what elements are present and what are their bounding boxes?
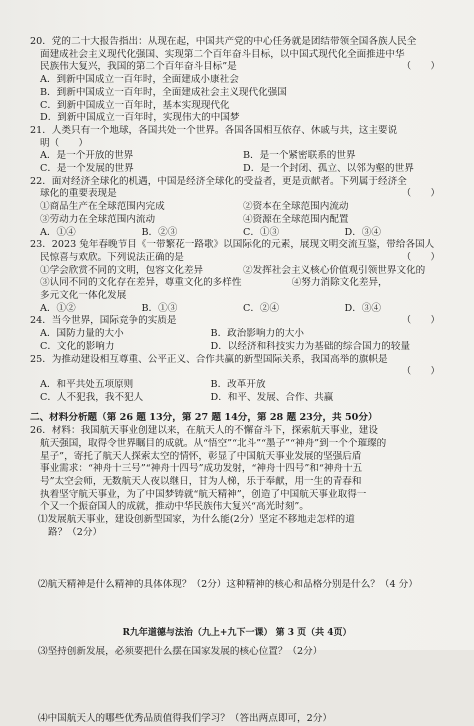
material-text: 26．材料：我国航天事业创建以来，在航天人的不懈奋斗下，探索航天事业，建设	[30, 425, 378, 437]
sub-question-4: ⑷中国航天人的哪些优秀品质值得我们学习？（答出两点即可，2分）	[38, 712, 332, 724]
answer-paren: （ ）	[401, 315, 440, 327]
option-row	[30, 341, 446, 354]
question-text: 明（ ）	[40, 137, 88, 149]
sub-question-2: ⑵航天精神是什么精神的具体体现？（2分）这种精神的核心和品格分别是什么？（4 分）	[38, 579, 418, 591]
question-text: 民惊喜与欢欣。下列说法正确的是 （ ）	[30, 252, 446, 265]
option-c: C．文化的影响力	[40, 340, 115, 352]
statement-row	[30, 265, 446, 278]
statement-1: ①商品生产在全球范围内完成	[40, 201, 165, 213]
question-text: 25．为推动建设相互尊重、公平正义、合作共赢的新型国际关系，我国高举的旗帜是	[30, 353, 388, 365]
answer-paren: （ ）	[401, 251, 440, 263]
statement-4: ④资源在全球范围内配置	[243, 213, 349, 225]
material-text: 航天强国，取得令世界瞩目的成就。从“悟空”“北斗”“墨子”“神舟”到一个个璀璨的	[40, 437, 387, 449]
statement-2: ②资本在全球范围内流动	[243, 201, 349, 213]
sub-question-1: ⑴发展航天事业，建设创新型国家，为什么能(2分）坚定不移地走怎样的道	[38, 514, 355, 526]
material-text: 事业需求：“神舟十三号”“神舟十四号”成功发射，“神舟十四号”和“神舟十五	[40, 463, 363, 475]
option-a: A．国防力量的大小	[40, 328, 124, 340]
question-24	[30, 315, 446, 353]
option-a: A．①②	[40, 302, 76, 314]
question-26	[30, 425, 446, 725]
option-row	[30, 392, 446, 405]
statement-4: ④努力消除文化差异，	[291, 277, 388, 289]
question-23	[30, 239, 446, 315]
option-a: A．到新中国成立一百年时，全面建成小康社会	[40, 74, 239, 86]
question-20	[30, 36, 446, 125]
option-c: C．①③	[243, 226, 280, 238]
question-text: 20．党的二十大报告指出：从现在起，中国共产党的中心任务就是团结带领全国各族人民全	[30, 36, 417, 47]
statement-row	[30, 201, 446, 214]
option-d: D．③④	[344, 302, 381, 314]
option-row	[30, 150, 446, 163]
statement-3: ③认同不同的文化存在差异，尊重文化的多样性	[40, 277, 242, 289]
answer-space[interactable]	[30, 659, 446, 713]
material-text: 星子”，寄托了航天人探索太空的情怀，彰显了中国航天事业发展的坚强后盾	[40, 450, 362, 462]
material-text: 个又一个振奋国人的成就，推动中华民族伟大复兴“高光时刻”。	[40, 501, 309, 513]
option-b: B．②③	[141, 226, 178, 238]
option-row	[30, 163, 446, 176]
question-21	[30, 125, 446, 176]
question-text: 面建成社会主义现代化强国、实现第二个百年奋斗目标，以中国式现代化全面推进中华	[40, 48, 405, 60]
section-title: 二、材料分析题（第 26 题 13分，第 27 题 14分，第 28 题 23分，共 50分）	[30, 412, 378, 424]
option-d: D．是一个封闭、孤立、以邻为壑的世界	[243, 163, 414, 175]
material-text: 执着坚守航天事业，为了中国梦铸就“航天精神”，创造了中国航天事业取得一	[40, 488, 367, 500]
option-b: B．到新中国成立一百年时，全面建成社会主义现代化强国	[40, 86, 287, 98]
option-d: D．和平、发展、合作、共赢	[210, 391, 334, 403]
option-b: B．①③	[141, 302, 178, 314]
sub-question-3: ⑶坚持创新发展，必须要把什么摆在国家发展的核心位置？（2分）	[38, 646, 323, 658]
question-text: 23．2023 兔年春晚节目《一带繁花一路歌》以国际化的元素，展现文明交流互鉴，带给各国人	[30, 239, 435, 251]
question-22	[30, 176, 446, 240]
question-text: 民族伟大复兴，我国的第二个百年奋斗目标”是 （ ）	[30, 61, 446, 74]
question-text: 22．面对经济全球化的机遇，中国是经济全球化的受益者，更是贡献者。下列属于经济全	[30, 175, 407, 187]
page-footer: R九年道德与法治（九上+九下一课） 第 3 页（共 4页）	[122, 628, 352, 639]
statement-row	[30, 277, 446, 290]
option-b: B．改革开放	[210, 378, 266, 390]
statement-1: ①学会欣赏不同的文明，包容文化差异	[40, 264, 204, 276]
option-a: A．①④	[40, 226, 76, 238]
option-c: C．人不犯我，我不犯人	[40, 391, 144, 403]
answer-paren: （ ）	[401, 366, 440, 378]
option-b: B．政治影响力的大小	[210, 328, 304, 340]
option-a: A．和平共处五项原则	[40, 378, 134, 390]
statement-2: ②发挥社会主义核心价值观引领世界文化的	[243, 264, 426, 276]
statement-3: ③劳动力在全球范围内流动	[40, 213, 156, 225]
answer-paren: （ ）	[401, 188, 440, 200]
question-25	[30, 354, 446, 405]
option-c: C．是一个发展的世界	[40, 163, 134, 175]
option-d: D．③④	[344, 226, 381, 238]
option-row	[30, 328, 446, 341]
option-a: A．是一个开放的世界	[40, 150, 134, 162]
statement-tail: 多元文化一体化发展	[40, 290, 127, 302]
option-row	[30, 303, 446, 316]
answer-space[interactable]	[30, 539, 446, 579]
material-text: 号”太空会师，无数航天人夜以继日，甘为人梯，乐于奉献，用一生的青春和	[40, 475, 362, 487]
question-text: 24．当今世界，国际竞争的实质是 （ ）	[30, 315, 446, 328]
option-d: D．以经济和科技实力为基础的综合国力的较量	[210, 340, 411, 352]
option-c: C．②④	[243, 302, 280, 314]
option-b: B．是一个紧密联系的世界	[243, 150, 356, 162]
option-d: D．到新中国成立一百年时，实现伟大的中国梦	[40, 112, 240, 124]
question-text: 21．人类只有一个地球，各国共处一个世界。各国各国相互依存、休戚与共，这主要说	[30, 124, 398, 136]
option-row	[30, 379, 446, 392]
sub-question-1-cont: 路？（2分）	[48, 526, 103, 538]
question-text: 球化的重要表现是 （ ）	[30, 188, 446, 201]
option-row	[30, 227, 446, 240]
answer-paren: （ ）	[401, 61, 440, 73]
statement-row	[30, 214, 446, 227]
option-c: C．到新中国成立一百年时，基本实现现代化	[40, 99, 230, 111]
